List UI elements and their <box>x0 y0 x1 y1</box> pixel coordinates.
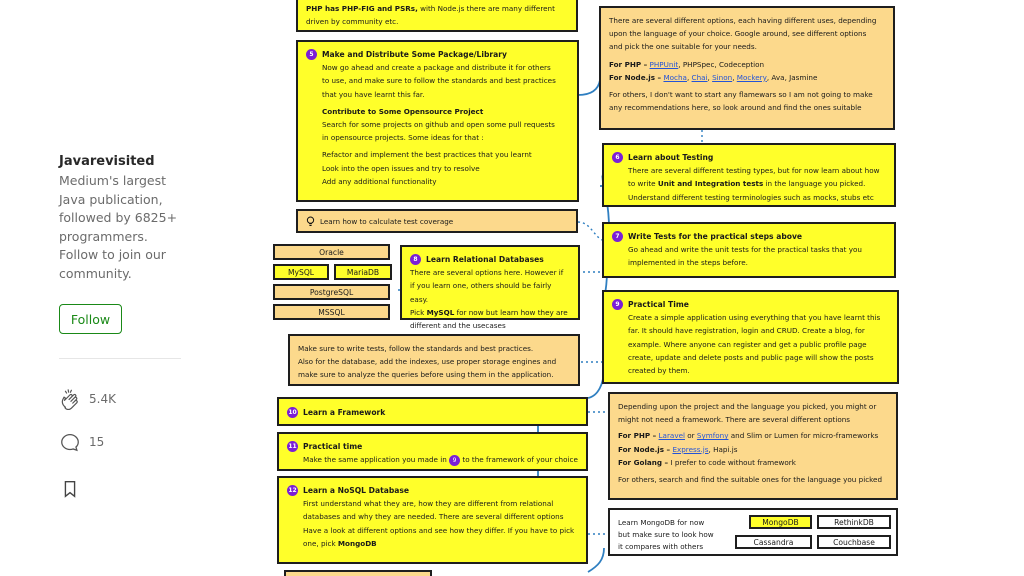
framework-options-note: Depending upon the project and the language you picked, you might or might not need a framework. There are several different options For PHP – Laravel or Symfony and Slim or Lumen for micro-frameworks For Node.js – Express.js, Hapi.js For Golang – I prefer to code without framework For others, search and find the suitable ones for the language you picked <box>608 392 898 500</box>
test-coverage-box: Learn how to calculate test coverage <box>296 209 578 233</box>
mocha-link[interactable]: Mocha <box>663 72 687 82</box>
lightbulb-icon <box>306 216 315 227</box>
option-mongodb: MongoDB <box>749 515 812 529</box>
expressjs-link[interactable]: Express.js <box>672 444 709 454</box>
clap-button[interactable] <box>59 388 116 410</box>
symfony-link[interactable]: Symfony <box>696 431 729 441</box>
db-mariadb: MariaDB <box>334 264 392 280</box>
step-7-write-tests-box: 7 Write Tests for the practical steps above Go ahead and write the unit tests for the practical tasks that you implemented in the steps before. <box>602 222 896 278</box>
mongodb-note: Learn MongoDB for now but make sure to look how it compares with others <box>608 508 898 556</box>
publication-description: Medium's largest Java publication, followed by 6825+ programmers. Follow to join our community. <box>59 173 178 281</box>
db-oracle: Oracle <box>273 244 390 260</box>
comment-icon <box>59 431 81 453</box>
db-mysql: MySQL <box>273 264 329 280</box>
step-11-practical-box: 11 Practical time Make the same application you made in 9 to the framework of your choice <box>277 432 588 471</box>
step-10-framework-box: 10 Learn a Framework <box>277 397 588 426</box>
option-cassandra: Cassandra <box>735 535 812 549</box>
step-6-testing-box: 6 Learn about Testing There are several different testing types, but for now learn about how to write Unit and Integration tests in the language you picked. Understand different testing terminologies such as mocks, stubs etc <box>602 143 896 207</box>
next-step-box-partial <box>284 570 432 576</box>
clap-icon <box>59 388 81 410</box>
publication-info <box>59 150 184 283</box>
chai-link[interactable]: Chai <box>691 72 708 82</box>
step-5-package-box: 5 Make and Distribute Some Package/Library Now go ahead and create a package and distribute it for others to use, and make sure to follow the standards and best practices that you have learnt this far. Contribute to Some Opensource Project Search for some projects on github and open some pull requests in opensource projects. Some ideas for that : Refactor and implement the best practices that you learnt Look into the open issues and try to resolve Add any additional functionality <box>296 40 579 202</box>
step-9-practical-box: 9 Practical Time Create a simple application using everything that you have learnt this far. It should have registration, login and CRUD. Create a blog, for example. Where anyone can register and get a public profile page create, update and delete posts and public page will show the posts created by them. <box>602 290 899 384</box>
step-12-nosql-box: 12 Learn a NoSQL Database First understand what they are, how they are different from relational databases and why they are needed. There are several different options Have a look at different options and see how they differ. If you have to pick one, pick MongoDB <box>277 476 588 564</box>
phpunit-link[interactable]: PHPUnit <box>649 59 679 69</box>
publication-name[interactable]: Javarevisited <box>59 154 155 169</box>
laravel-link[interactable]: Laravel <box>658 431 685 441</box>
mockery-link[interactable]: Mockery <box>736 72 767 82</box>
option-rethinkdb: RethinkDB <box>817 515 891 529</box>
sinon-link[interactable]: Sinon <box>712 72 733 82</box>
db-postgresql: PostgreSQL <box>273 284 390 300</box>
follow-button[interactable]: Follow <box>59 304 122 334</box>
response-count: 15 <box>89 435 105 449</box>
bookmark-button[interactable] <box>59 478 81 500</box>
clap-count: 5.4K <box>89 392 116 406</box>
db-best-practices-note: Make sure to write tests, follow the standards and best practices. Also for the database, add the indexes, use proper storage engines and make sure to analyze the queries before using them in the application. <box>288 334 580 386</box>
roadmap-image <box>268 0 908 576</box>
option-couchbase: Couchbase <box>817 535 891 549</box>
testing-options-note: There are several different options, each having different uses, depending upon the language of your choice. Google around, see different options and pick the one suitable for your needs. For PHP – PHPUnit, PHPSpec, Codeception For Node.js – Mocha, Chai, Sinon, Mockery, Ava, Jasmine For others, I don't want to start any flamewars so I am not going to make any recommendations here, so look around and find the ones suitable <box>599 6 895 130</box>
bookmark-icon <box>59 478 81 500</box>
divider <box>59 358 181 359</box>
step-8-relational-db-box: 8 Learn Relational Databases There are several options here. However if if you learn one, others should be fairly easy. Pick MySQL for now but learn how they are different and the usecases <box>400 245 580 320</box>
db-mssql: MSSQL <box>273 304 390 320</box>
responses-button[interactable] <box>59 431 104 453</box>
node-community-box: PHP has PHP-FIG and PSRs, with Node.js there are many different driven by community etc. <box>296 0 578 32</box>
